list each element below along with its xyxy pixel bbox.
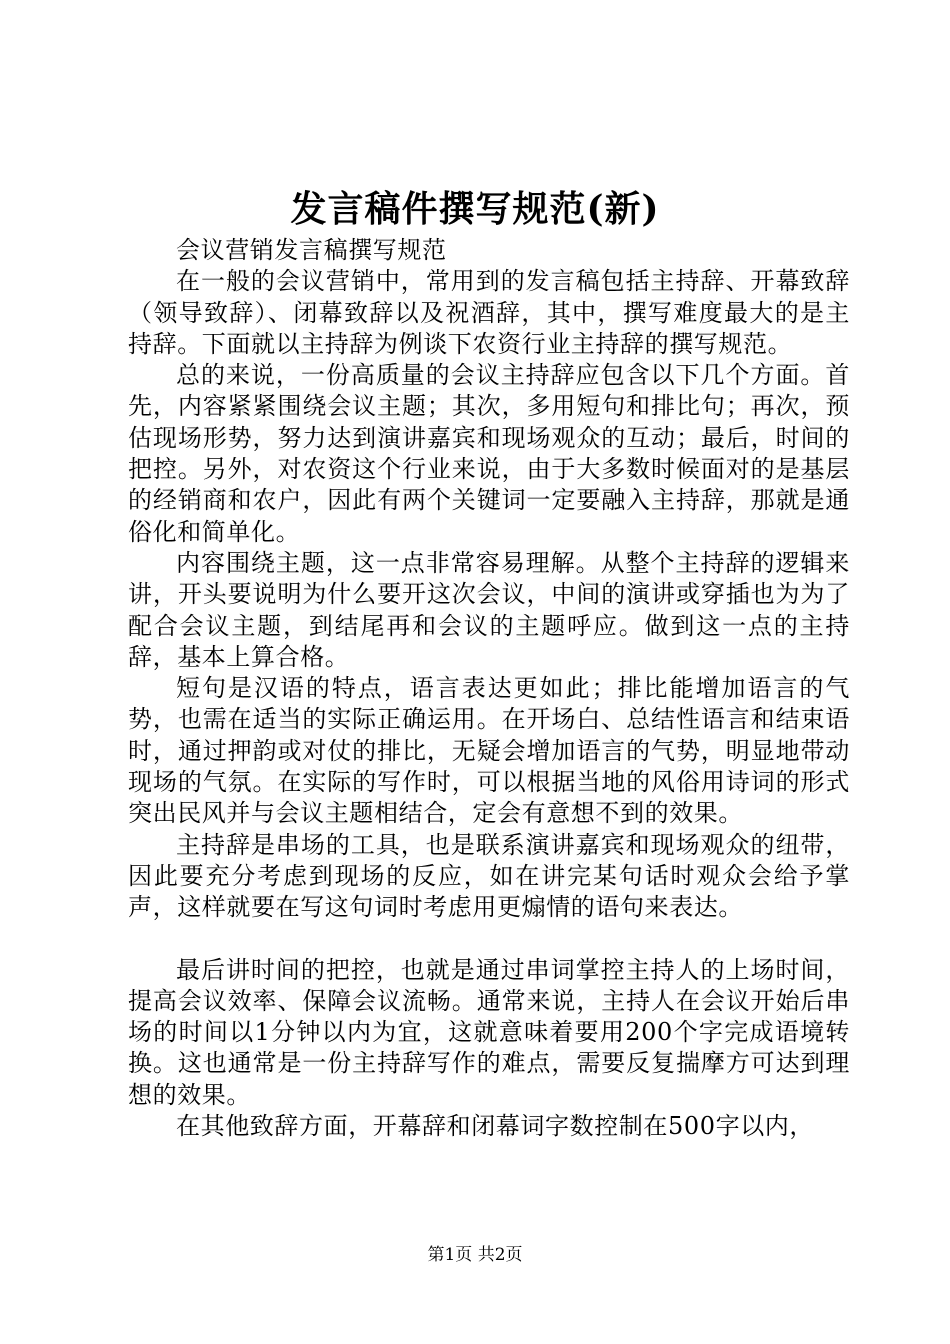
document-body (128, 235, 850, 1142)
paragraph-overview: 总的来说，一份高质量的会议主持辞应包含以下几个方面。首先，内容紧紧围绕会议主题；其次，多用短句和排比句；再次，预估现场形势，努力达到演讲嘉宾和现场观众的互动；最后，时间的把控。另外，对农资这个行业来说，由于大多数时候面对的是基层的经销商和农户，因此有两个关键词一定要融入主持辞，那就是通俗化和简单化。 (128, 361, 850, 546)
document-title: 发言稿件撰写规范(新) (290, 188, 660, 230)
paragraph-subtitle: 会议营销发言稿撰写规范 (176, 236, 447, 264)
paragraph-timing: 最后讲时间的把控，也就是通过串词掌控主持人的上场时间，提高会议效率、保障会议流畅。通常来说，主持人在会议开始后串场的时间以1分钟以内为宜，这就意味着要用200个字完成语境转换。这也通常是一份主持辞写作的难点，需要反复揣摩方可达到理想的效果。 (128, 955, 850, 1109)
page-footer: 第1页 共2页 (427, 1245, 523, 1265)
paragraph-other-speeches: 在其他致辞方面，开幕辞和闭幕词字数控制在500字以内， (176, 1112, 815, 1141)
paragraph-short-sentences: 短句是汉语的特点，语言表达更如此；排比能增加语言的气势，也需在适当的实际正确运用。在开场白、总结性语言和结束语时，通过押韵或对仗的排比，无疑会增加语言的气势，明显地带动现场的气氛。在实际的写作时，可以根据当地的风俗用诗词的形式突出民风并与会议主题相结合，定会有意想不到的效果。 (128, 674, 850, 828)
paragraph-interaction: 主持辞是串场的工具，也是联系演讲嘉宾和现场观众的纽带，因此要充分考虑到现场的反应，如在讲完某句话时观众会给予掌声，这样就要在写这句词时考虑用更煽情的语句来表达。 (128, 830, 850, 922)
paragraph-theme: 内容围绕主题，这一点非常容易理解。从整个主持辞的逻辑来讲，开头要说明为什么要开这次会议，中间的演讲或穿插也为为了配合会议主题，到结尾再和会议的主题呼应。做到这一点的主持辞，基本上算合格。 (128, 548, 850, 671)
paragraph-intro: 在一般的会议营销中，常用到的发言稿包括主持辞、开幕致辞（领导致辞）、闭幕致辞以及祝酒辞，其中，撰写难度最大的是主持辞。下面就以主持辞为例谈下农资行业主持辞的撰写规范。 (128, 267, 850, 358)
